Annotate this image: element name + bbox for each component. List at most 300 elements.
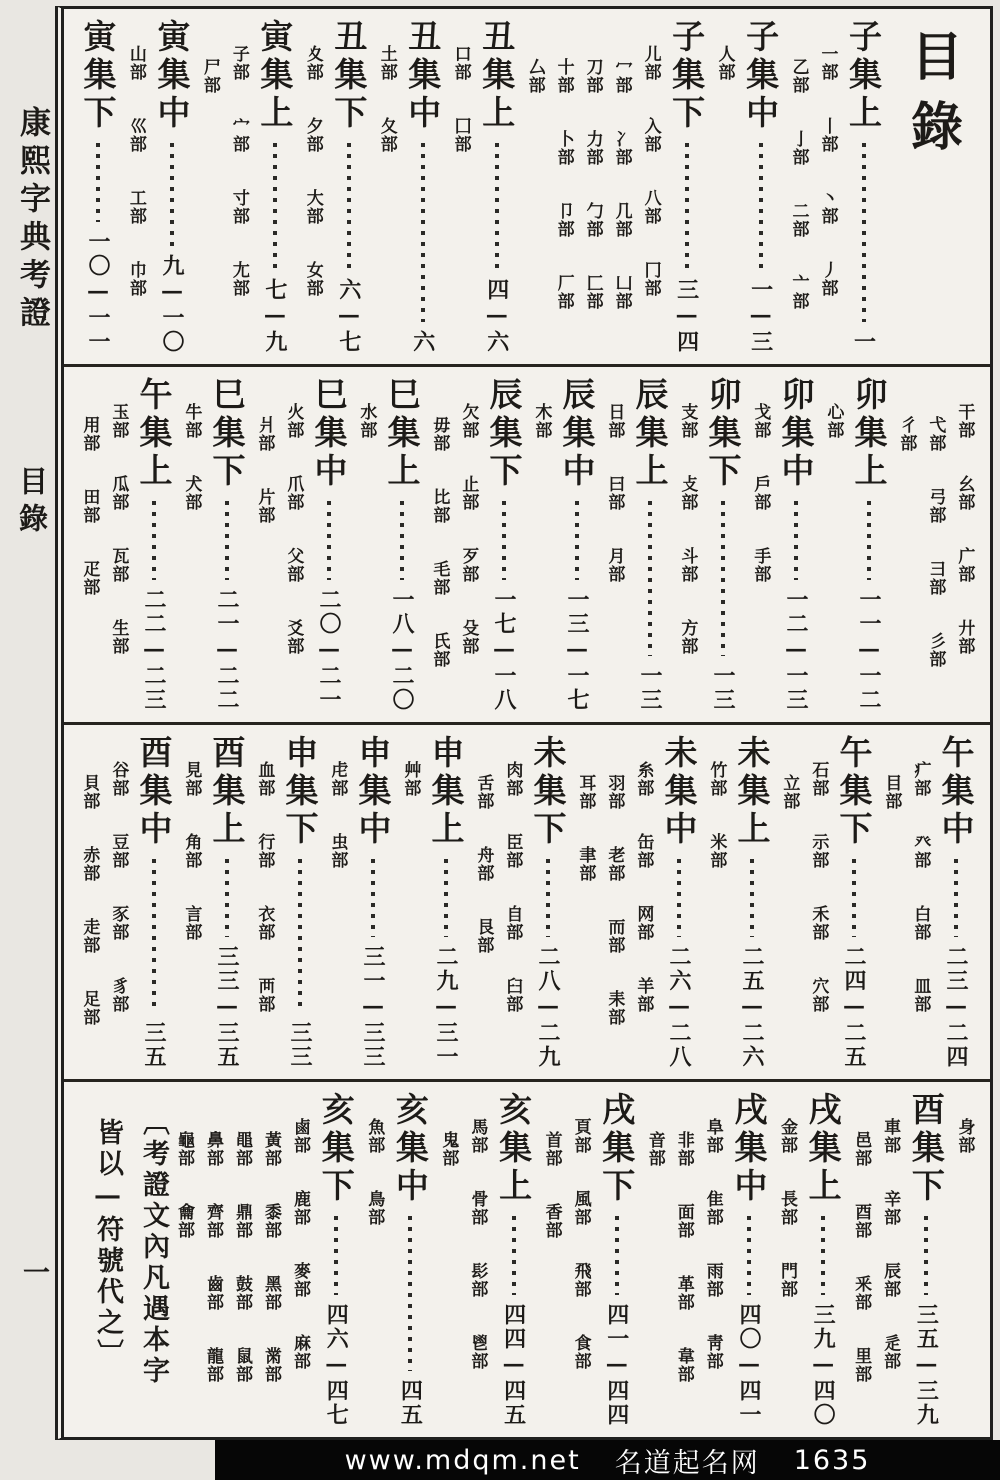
radical-column xyxy=(371,45,400,358)
radical-item: 血部 xyxy=(254,760,275,797)
radical-column xyxy=(194,45,223,358)
radical-item: 鼎部 xyxy=(232,1203,253,1240)
radical-item: 欠部 xyxy=(458,402,479,439)
radical-item: 卜部 xyxy=(553,130,574,166)
radical-item: 釆部 xyxy=(851,1275,872,1312)
radical-item: 龜部 xyxy=(174,1131,195,1168)
dotted-leader xyxy=(721,501,725,656)
radical-group xyxy=(772,1092,801,1431)
radical-item: 入部 xyxy=(640,117,661,153)
radical-item: 風部 xyxy=(570,1190,591,1227)
radical-item: 丶部 xyxy=(817,189,838,225)
volume-entry xyxy=(847,377,891,716)
radical-item: 麻部 xyxy=(290,1334,311,1371)
radical-item: 頁部 xyxy=(570,1118,591,1155)
radical-column xyxy=(949,403,978,716)
radical-item: 田部 xyxy=(79,487,100,524)
toc-band-1 xyxy=(64,9,990,367)
radical-column xyxy=(846,1118,875,1431)
radical-item: 皿部 xyxy=(910,976,931,1013)
radical-item: 犬部 xyxy=(181,474,202,511)
radical-item: 耒部 xyxy=(604,989,625,1026)
radical-item: 二部 xyxy=(788,202,809,238)
radical-item: 見部 xyxy=(181,760,202,797)
radical-item: 谷部 xyxy=(108,760,129,797)
radical-item: 癶部 xyxy=(910,832,931,869)
radical-item: 毛部 xyxy=(429,559,450,596)
radical-column xyxy=(468,761,497,1074)
volume-entry xyxy=(150,19,194,358)
radical-item: 广部 xyxy=(954,546,975,583)
radical-item: 冖部 xyxy=(611,58,632,94)
radical-item: 辛部 xyxy=(880,1190,901,1227)
radical-item: 目部 xyxy=(881,773,902,810)
radical-item: 老部 xyxy=(604,845,625,882)
radical-item: 弓部 xyxy=(925,487,946,524)
volume-title: 未集下 xyxy=(528,734,568,849)
radical-group xyxy=(536,1092,594,1431)
radical-item: 牛部 xyxy=(181,402,202,439)
radical-item: 亅部 xyxy=(788,130,809,166)
radical-item: 龍部 xyxy=(203,1347,224,1384)
radical-item: 尢部 xyxy=(228,261,249,297)
volume-title: 巳集中 xyxy=(309,376,349,491)
radical-item: 歹部 xyxy=(458,546,479,583)
radical-item: 舌部 xyxy=(473,773,494,810)
radical-item: 車部 xyxy=(880,1118,901,1155)
volume-title: 亥集中 xyxy=(390,1092,430,1207)
radical-group xyxy=(74,735,132,1074)
volume-entry xyxy=(401,19,445,358)
volume-pages: 三三—三五 xyxy=(214,945,240,1070)
radical-item: 方部 xyxy=(677,618,698,655)
page-title-text: 目錄 xyxy=(901,29,963,169)
radical-item: 木部 xyxy=(531,402,552,439)
toc-band-3 xyxy=(64,725,990,1083)
dotted-leader xyxy=(502,501,506,580)
dotted-leader xyxy=(371,859,375,938)
volume-pages: 三五 xyxy=(141,1021,167,1070)
dotted-leader xyxy=(152,859,156,1014)
radical-item: 食部 xyxy=(570,1334,591,1371)
volume-pages: 四五 xyxy=(397,1379,424,1427)
radical-item: 鼓部 xyxy=(232,1275,253,1312)
radical-item: 艸部 xyxy=(400,760,421,797)
radical-column xyxy=(462,1118,491,1431)
radical-group xyxy=(395,735,424,1074)
radical-column xyxy=(891,403,920,716)
dotted-leader xyxy=(867,501,871,580)
dotted-leader xyxy=(546,859,550,938)
radical-item: 米部 xyxy=(706,832,727,869)
volume-title: 辰集下 xyxy=(484,376,524,491)
volume-title: 卯集下 xyxy=(703,376,743,491)
radical-item: 豕部 xyxy=(108,904,129,941)
volume-entry xyxy=(327,19,371,358)
radical-item: 支部 xyxy=(677,402,698,439)
radical-column xyxy=(120,45,149,358)
radical-item: 止部 xyxy=(458,474,479,511)
radical-item: 曰部 xyxy=(604,474,625,511)
radical-item: 瓜部 xyxy=(108,474,129,511)
volume-pages: 二一—二二 xyxy=(214,587,240,712)
radical-item: 鼠部 xyxy=(232,1347,253,1384)
volume-entry xyxy=(253,19,297,358)
volume-entry xyxy=(904,1092,948,1431)
radical-group xyxy=(701,735,730,1074)
radical-item: 爻部 xyxy=(283,618,304,655)
toc-band-2 xyxy=(64,367,990,725)
radical-column xyxy=(577,45,606,358)
radical-column xyxy=(876,761,905,1074)
radical-item: 网部 xyxy=(633,904,654,941)
radical-item: 面部 xyxy=(673,1203,694,1240)
volume-pages: 一八—二〇 xyxy=(389,587,415,712)
radical-item: 疋部 xyxy=(79,559,100,596)
volume-title: 寅集下 xyxy=(78,19,118,133)
volume-pages: 一三—一七 xyxy=(564,587,590,712)
radical-column xyxy=(774,761,803,1074)
radical-item: 豸部 xyxy=(108,976,129,1013)
radical-column xyxy=(668,1118,697,1431)
radical-column xyxy=(905,761,934,1074)
radical-column xyxy=(536,1118,565,1431)
radical-column xyxy=(176,403,205,716)
radical-item: 心部 xyxy=(823,402,844,439)
radical-column xyxy=(875,1118,904,1431)
radical-column xyxy=(424,403,453,716)
radical-item: 缶部 xyxy=(633,832,654,869)
note-line-2: 皆以—符號代之〕 xyxy=(92,1118,123,1371)
radical-item: 廾部 xyxy=(954,618,975,655)
volume-pages: 四四—四五 xyxy=(500,1303,527,1427)
radical-item: 手部 xyxy=(750,546,771,583)
radical-item: 隹部 xyxy=(702,1190,723,1227)
radical-item: 鼻部 xyxy=(203,1131,224,1168)
radical-item: 白部 xyxy=(910,904,931,941)
volume-entry xyxy=(205,735,249,1074)
radical-item: 示部 xyxy=(808,832,829,869)
radical-item: 大部 xyxy=(302,189,323,225)
radical-item: 凵部 xyxy=(611,274,632,310)
volume-entry xyxy=(555,377,599,716)
dotted-leader xyxy=(225,501,229,580)
radical-column xyxy=(359,1118,388,1431)
volume-title: 辰集上 xyxy=(630,376,670,491)
radical-group xyxy=(176,735,205,1074)
radical-item: 几部 xyxy=(611,202,632,238)
radical-column xyxy=(103,403,132,716)
radical-column xyxy=(256,1118,285,1431)
radical-item: 山部 xyxy=(125,45,146,81)
radical-item: 貝部 xyxy=(79,773,100,810)
volume-title: 午集中 xyxy=(936,734,976,849)
radical-column xyxy=(249,403,278,716)
volume-entry xyxy=(665,19,709,358)
volume-entry xyxy=(307,377,351,716)
page-title xyxy=(886,19,978,358)
watermark-site: 名道起名网 xyxy=(614,1447,760,1479)
radical-column xyxy=(639,1118,668,1431)
radical-item: 言部 xyxy=(181,904,202,941)
radical-group xyxy=(891,377,978,716)
radical-item: 音部 xyxy=(644,1131,665,1168)
volume-title: 丑集上 xyxy=(477,19,517,133)
radical-item: 月部 xyxy=(604,546,625,583)
radical-item: 而部 xyxy=(604,917,625,954)
dotted-leader xyxy=(677,859,681,938)
radical-item: 阜部 xyxy=(702,1118,723,1155)
radical-group xyxy=(74,377,132,716)
book-section-label: 目錄 xyxy=(15,466,49,540)
radical-column xyxy=(920,403,949,716)
radical-group xyxy=(351,377,380,716)
radical-column xyxy=(548,45,577,358)
volume-title: 卯集上 xyxy=(849,376,889,491)
radical-item: 人部 xyxy=(714,45,735,81)
radical-item: 幺部 xyxy=(954,474,975,511)
radical-group xyxy=(709,19,738,358)
radical-item: 竹部 xyxy=(706,760,727,797)
radical-item: 卩部 xyxy=(553,202,574,238)
volume-pages: 三三 xyxy=(287,1021,313,1070)
radical-item: 魚部 xyxy=(364,1118,385,1155)
radical-item: 艮部 xyxy=(473,917,494,954)
volume-title: 巳集上 xyxy=(382,376,422,491)
volume-pages: 四六—四七 xyxy=(323,1303,350,1427)
radical-item: 爪部 xyxy=(283,474,304,511)
radical-column xyxy=(599,761,628,1074)
radical-group xyxy=(445,19,474,358)
radical-group xyxy=(599,377,628,716)
dotted-leader xyxy=(862,143,866,322)
radical-item: 宀部 xyxy=(228,117,249,153)
radical-item: 冂部 xyxy=(640,261,661,297)
radical-item: 力部 xyxy=(582,130,603,166)
volume-pages: 一一—一二 xyxy=(856,587,882,712)
volume-pages: 一三 xyxy=(710,663,736,712)
radical-item: 骨部 xyxy=(467,1190,488,1227)
radical-item: 戶部 xyxy=(750,474,771,511)
radical-item: 瓦部 xyxy=(108,546,129,583)
radical-column xyxy=(628,761,657,1074)
radical-group xyxy=(818,377,847,716)
radical-item: 鬼部 xyxy=(438,1131,459,1168)
radical-item: 八部 xyxy=(640,189,661,225)
radical-item: 父部 xyxy=(283,546,304,583)
note-line-1: 〔考證文內凡遇本字 xyxy=(138,1108,169,1388)
radical-group xyxy=(371,19,400,358)
radical-group xyxy=(639,1092,726,1431)
volume-entry xyxy=(314,1092,358,1431)
radical-item: 自部 xyxy=(502,904,523,941)
radical-item: 鳥部 xyxy=(364,1190,385,1227)
dotted-leader xyxy=(852,859,856,938)
volume-pages: 二六—二八 xyxy=(666,945,692,1070)
volume-pages: 二八—二九 xyxy=(535,945,561,1070)
radical-group xyxy=(249,735,278,1074)
radical-item: 一部 xyxy=(817,45,838,81)
radical-item: 羽部 xyxy=(604,773,625,810)
volume-entry xyxy=(351,735,395,1074)
radical-column xyxy=(599,403,628,716)
radical-item: 馬部 xyxy=(467,1118,488,1155)
radical-item: 丿部 xyxy=(817,261,838,297)
volume-title: 丑集中 xyxy=(403,19,443,133)
radical-item: 勹部 xyxy=(582,202,603,238)
radical-item: 疒部 xyxy=(910,760,931,797)
volume-entry xyxy=(801,1092,845,1431)
radical-group xyxy=(120,19,149,358)
volume-entry xyxy=(595,1092,639,1431)
radical-item: 赤部 xyxy=(79,845,100,882)
radical-column xyxy=(570,761,599,1074)
volume-entry xyxy=(628,377,672,716)
radical-item: 立部 xyxy=(779,773,800,810)
radical-group xyxy=(672,377,701,716)
radical-item: 戈部 xyxy=(750,402,771,439)
radical-item: 非部 xyxy=(673,1131,694,1168)
radical-item: 丨部 xyxy=(817,117,838,153)
volume-entry xyxy=(205,377,249,716)
radical-item: 襾部 xyxy=(254,976,275,1013)
radical-column xyxy=(565,1118,594,1431)
volume-title: 申集上 xyxy=(426,734,466,849)
radical-column xyxy=(176,761,205,1074)
dotted-leader xyxy=(495,143,499,270)
volume-title: 戌集中 xyxy=(729,1092,769,1207)
volume-entry xyxy=(424,735,468,1074)
dotted-leader xyxy=(575,501,579,580)
radical-item: 亠部 xyxy=(788,274,809,310)
radical-group xyxy=(570,735,657,1074)
volume-entry xyxy=(727,1092,771,1431)
volume-pages: 三一—三三 xyxy=(360,945,386,1070)
radical-item: 虫部 xyxy=(327,832,348,869)
dotted-leader xyxy=(759,143,763,270)
radical-item: 辵部 xyxy=(880,1334,901,1371)
dotted-leader xyxy=(512,1216,516,1295)
radical-column xyxy=(169,1118,198,1431)
radical-item: 工部 xyxy=(125,189,146,225)
volume-title: 丑集下 xyxy=(329,19,369,133)
radical-group xyxy=(359,1092,388,1431)
radical-item: 耳部 xyxy=(575,773,596,810)
dotted-leader xyxy=(747,1216,751,1295)
volume-entry xyxy=(526,735,570,1074)
volume-entry xyxy=(388,1092,432,1431)
volume-entry xyxy=(832,735,876,1074)
radical-column xyxy=(249,761,278,1074)
radical-item: 儿部 xyxy=(640,45,661,81)
radical-group xyxy=(169,1092,314,1431)
volume-pages: 一 xyxy=(850,329,877,354)
radical-item: 香部 xyxy=(541,1203,562,1240)
volume-entry xyxy=(482,377,526,716)
radical-column xyxy=(227,1118,256,1431)
radical-column xyxy=(223,45,252,358)
radical-item: 雨部 xyxy=(702,1262,723,1299)
volume-entry xyxy=(132,735,176,1074)
dotted-leader xyxy=(794,501,798,580)
radical-column xyxy=(672,403,701,716)
radical-item: 女部 xyxy=(302,261,323,297)
radical-item: 齊部 xyxy=(203,1203,224,1240)
radical-item: 長部 xyxy=(776,1190,797,1227)
volume-title: 子集上 xyxy=(844,19,883,133)
content-frame xyxy=(55,6,993,1440)
dotted-leader xyxy=(225,859,229,938)
dotted-leader xyxy=(334,1216,338,1295)
radical-item: 舟部 xyxy=(473,845,494,882)
dotted-leader xyxy=(821,1216,825,1295)
radical-item: 靑部 xyxy=(702,1334,723,1371)
volume-pages: 一—三 xyxy=(747,277,774,354)
radical-item: 十部 xyxy=(553,58,574,94)
volume-title: 午集上 xyxy=(134,376,174,491)
radical-item: 龠部 xyxy=(174,1203,195,1240)
radical-item: 臣部 xyxy=(502,832,523,869)
volume-title: 戌集上 xyxy=(803,1092,843,1207)
radical-item: 干部 xyxy=(954,402,975,439)
radical-item: 厶部 xyxy=(524,58,545,94)
volume-pages: 二五—二六 xyxy=(739,945,765,1070)
radical-item: 黽部 xyxy=(232,1131,253,1168)
volume-entry xyxy=(842,19,886,358)
volume-title: 寅集中 xyxy=(152,19,192,133)
volume-pages: 一二—一三 xyxy=(783,587,809,712)
volume-pages: 三九—四〇 xyxy=(810,1303,837,1427)
radical-item: 石部 xyxy=(808,760,829,797)
radical-group xyxy=(745,377,774,716)
radical-column xyxy=(697,1118,726,1431)
dotted-leader xyxy=(750,859,754,938)
radical-group xyxy=(519,19,664,358)
radical-group xyxy=(774,735,832,1074)
radical-item: 日部 xyxy=(604,402,625,439)
radical-column xyxy=(519,45,548,358)
volume-pages: 九—一〇 xyxy=(158,253,185,354)
radical-item: 首部 xyxy=(541,1131,562,1168)
volume-pages: 一七—一八 xyxy=(491,587,517,712)
radical-group xyxy=(322,735,351,1074)
dotted-leader xyxy=(298,859,302,1014)
volume-pages: 一〇—一一 xyxy=(85,229,111,354)
radical-item: 殳部 xyxy=(458,618,479,655)
watermark-bar xyxy=(215,1440,1000,1480)
radical-item: 走部 xyxy=(79,917,100,954)
radical-item: 黑部 xyxy=(261,1275,282,1312)
radical-column xyxy=(949,1118,978,1431)
editorial-note xyxy=(76,1092,168,1431)
radical-item: 寸部 xyxy=(228,189,249,225)
radical-item: 彐部 xyxy=(925,559,946,596)
volume-title: 卯集中 xyxy=(776,376,816,491)
dotted-leader xyxy=(408,1216,412,1371)
radical-item: 虍部 xyxy=(327,760,348,797)
radical-item: 金部 xyxy=(776,1118,797,1155)
radical-item: 片部 xyxy=(254,487,275,524)
radical-item: 尸部 xyxy=(199,58,220,94)
volume-pages: 四一—四四 xyxy=(603,1303,630,1427)
dotted-leader xyxy=(648,501,652,656)
radical-item: 攴部 xyxy=(677,474,698,511)
radical-item: 玉部 xyxy=(108,402,129,439)
radical-item: 臼部 xyxy=(502,976,523,1013)
volume-title: 酉集中 xyxy=(134,734,174,849)
folio-number: 一 xyxy=(18,1258,49,1285)
dotted-leader xyxy=(924,1216,928,1295)
